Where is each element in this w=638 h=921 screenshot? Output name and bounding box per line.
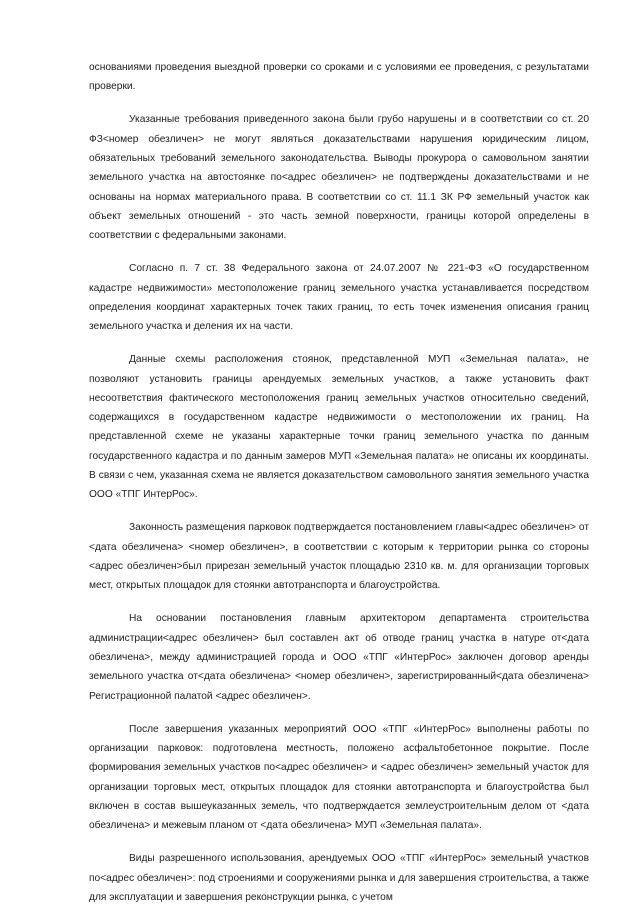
paragraph-3: Согласно п. 7 ст. 38 Федерального закона от 24.07.2007 № 221-ФЗ «О государственном кадастре недвижимости» местоположение границ земельного участка устанавливается посредством определения координат характерных точек таких границ, то есть точек изменения описания границ земельного участка и деления их на части. [89, 263, 589, 333]
paragraph-8: Виды разрешенного использования, арендуемых ООО «ТПГ «ИнтерРос» земельный участков по<адрес обезличен>: под строениями и сооружениями рынка и для завершения строительства, а также для эксплуатации и завершения реконструкции рынка, с учетом [89, 853, 589, 903]
paragraph-4: Данные схемы расположения стоянок, представленной МУП «Земельная палата», не позволяют установить границы арендуемых земельных участков, а также установить факт несоответствия фактического местоположения границ земельных участков относительно сведений, содержащихся в государственном кадастре недвижимости о местоположении их границ. На представленной схеме не указаны характерные точки границ земельного участка по данным государственного кадастра и по данным замеров МУП «Земельная палата» не описаны их координаты. В связи с чем, указанная схема не является доказательством самовольного занятия земельного участка ООО «ТПГ ИнтерРос». [89, 354, 589, 501]
document-body [89, 58, 589, 921]
paragraph-7: После завершения указанных мероприятий ООО «ТПГ «ИнтерРос» выполнены работы по организации парковок: подготовлена местность, положено асфальтобетонное покрытие. После формирования земельных участков по<адрес обезличен> и <адрес обезличен> земельный участок для организации торговых мест, открытых площадок для стоянки автотранспорта и благоустройства был включен в состав вышеуказанных земель, что подтверждается землеустроительным делом от <дата обезличена> и межевым планом от <дата обезличена> МУП «Земельная палата». [89, 723, 589, 832]
paragraph-1: основаниями проведения выездной проверки со сроками и с условиями ее проведения, с результатами проверки. [89, 62, 589, 93]
paragraph-2: Указанные требования приведенного закона были грубо нарушены и в соответствии со ст. 20 ФЗ<номер обезличен> не могут являться доказательствами нарушения юридическим лицом, обязательных требований земельного законодательства. Выводы прокурора о самовольном занятии земельного участка на автостоянке по<адрес обезличен> не подтверждены доказательствами и не основаны на нормах материального права. В соответствии со ст. 11.1 ЗК РФ земельный участок как объект земельных отношений - это часть земной поверхности, границы которой определены в соответствии с федеральными законами. [89, 114, 589, 242]
paragraph-5: Законность размещения парковок подтверждается постановлением главы<адрес обезличен> от <дата обезличена> <номер обезличен>, в соответствии с которым к территории рынка со стороны <адрес обезличен>был прирезан земельный участок площадью 2310 кв. м. для организации торговых мест, открытых площадок для стоянки автотранспорта и благоустройства. [89, 522, 589, 592]
paragraph-6: На основании постановления главным архитектором департамента строительства администрации<адрес обезличен> был составлен акт об отводе границ участка в натуре от<дата обезличена>, между администрацией города и ООО «ТПГ «ИнтерРос» заключен договор аренды земельного участка от<дата обезличена> <номер обезличен>, зарегистрированный<дата обезличена> Регистрационной палатой <адрес обезличен>. [89, 613, 589, 702]
